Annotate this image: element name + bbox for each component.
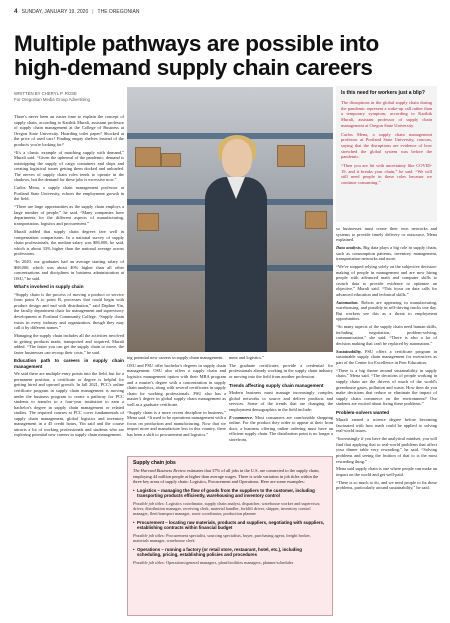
job-area-list bbox=[133, 488, 327, 565]
job-titles bbox=[133, 533, 327, 544]
body-paragraph: ment and logistics.” bbox=[229, 355, 264, 360]
body-paragraph: There's never been an easier time to explain the concept of supply chain, according to Karthik Murali, assistant professor of supply chain management at the College of Business at Oregon State University. Hoarding toilet paper? Shocked at the price of used cars? Finding empty shelves instead of the products you're looking for? bbox=[14, 114, 124, 147]
paragraph-lead-in: Sustainability. bbox=[336, 348, 362, 354]
sidebar-blip bbox=[336, 86, 437, 222]
body-paragraph: “Supply chain is a more recent discipline in business,” Mena said. “It used to be operations management with a focus on production and manufacturing. Now that we import more and manufacture less in this country, there has been a shift to procurement and logistics.” bbox=[127, 409, 226, 437]
body-paragraph bbox=[336, 300, 437, 322]
masthead-paper: THE OREGONIAN bbox=[97, 8, 140, 15]
body-paragraph: “There are large opportunities as the supply chain employs a large number of people,” he said. “Many companies have departments for the different aspects of manufacturing, transportation, logistics and procurement.” bbox=[14, 204, 124, 227]
cargo-box bbox=[305, 211, 327, 229]
cargo-box bbox=[277, 145, 305, 167]
job-titles-label: Possible job titles: bbox=[133, 500, 165, 506]
box-intro-source: The Harvard Business Review bbox=[133, 468, 186, 473]
paragraph-lead-in: Automation. bbox=[336, 299, 359, 305]
job-area-heading: Logistics – managing the flow of goods from the suppliers to the customer, including transporting products efficiently, warehousing and inventory control bbox=[137, 487, 315, 498]
body-paragraph: “Increasingly if you have the analytical mindset, you will find that applying that to real-world problems that affect your dinner table very rewarding,” he said. “Solving problems and seeing the fruition of that to is the most rewarding thing.” bbox=[336, 436, 437, 464]
body-paragraph: ing potential new careers in supply chain management. bbox=[127, 355, 224, 360]
paragraph-text: PSU offers a certificate program in sustainable supply chain management for executives as part of the Center for Excellence in Peer Education. bbox=[336, 348, 437, 365]
section-subhead: Education path to careers in supply chain management bbox=[14, 358, 124, 369]
cargo-box bbox=[161, 153, 181, 167]
body-paragraph: “There is so much to do, and we need people to fix these problems, particularly around sustainability,” he said. bbox=[336, 479, 437, 491]
job-area-item bbox=[133, 547, 327, 558]
job-area-heading: Procurement – locating raw materials, products and suppliers, negotiating with suppliers, establishing contracts within financial budget bbox=[137, 519, 325, 531]
body-paragraph: “In 2020, our graduates had an average starting salary of $68,000, which was about 40% higher than all other concentrations and disciplines in business administration at OSU,” he said. bbox=[14, 259, 124, 281]
box-intro-text: estimates that 37% of all jobs in the U.S. are connected to the supply chain, employing 44 million people at higher than average wages. There is wide variation in job titles within the three key areas of supply chain: Logistics, Procurement and Operations. Here are some examples: bbox=[133, 468, 320, 484]
paragraph-text: Robots are appearing in manufacturing, warehousing, and possibly in self-driving trucks one day. But workers see this as a threat to employment opportunities. bbox=[336, 299, 437, 322]
body-paragraph: Managing the supply chain includes all the activities involved in getting products made, transported and acquired, Murali added. “The faster you can get the supply chain to move, the faster businesses can recoup their costs,” he said. bbox=[14, 333, 124, 355]
box-intro bbox=[133, 468, 327, 485]
body-paragraph: We said there are multiple entry points into the field, but for a permanent position, a certificate or degree is helpful for getting hired and upward growth. In fall 2021, PCC's online certificate program in supply chain management is moving under the business program to create a pathway for PCC students to transfer to a four-year institution to earn a bachelor's degree in supply chain management or related studies. The required courses at PCC cover fundamentals of supply chain management, global logistics and inventory management in a 45 credit hours, Yin said and the course attracts a lot of working professionals and students who are exploring potential new careers in supply chain management. bbox=[14, 371, 124, 438]
section-subhead: Problem-solvers wanted bbox=[336, 409, 390, 415]
job-titles-label: Possible job titles: bbox=[133, 559, 165, 565]
sidebar-paragraph: Carlos Mena, a supply chain management professor at Portland State University, concurs, saying that the disruptions are evidence of how stretched the global system was before the pandemic. bbox=[341, 131, 432, 160]
job-titles-text: Operations/general managers, plant/facilities managers, planner/scheduler bbox=[165, 559, 294, 565]
section-subhead: Trends affecting supply chain management bbox=[229, 382, 324, 388]
byline bbox=[14, 91, 144, 102]
paragraph-lead-in: E-commerce. bbox=[229, 414, 254, 420]
cargo-box bbox=[137, 213, 159, 231]
masthead-separator: | bbox=[92, 8, 94, 15]
job-area-item bbox=[133, 520, 327, 531]
body-paragraph: Murali earned a science degree before becoming fascinated with how math could be applied to solving real-world issues. bbox=[336, 417, 437, 434]
body-paragraph: “It's a classic example of matching supply with demand,” Murali said. “Given the upheaval of the pandemic, demand is outstripping the supply of cargo containers and ships and creating logistical issues getting them docked and unloaded. The nerves of supply chain roles tends to operate in the shadows, but the demand for these jobs is excessive now.” bbox=[14, 149, 124, 183]
body-paragraph: Carlos Mena, a supply chain management professor at Portland State University, echoes the employment growth in the field. bbox=[14, 185, 124, 202]
job-titles bbox=[133, 501, 327, 517]
job-area-heading: Operations – running a factory (or retail store, restaurant, hotel, etc.), including scheduling, pricing, establishing policies and procedures bbox=[137, 546, 302, 558]
sidebar-paragraph: “Then you are hit with uncertainty like COVID-19, and it breaks your chain,” he said. “We will still need people in these roles because we continue consuming.” bbox=[341, 163, 432, 186]
box-title: Supply chain jobs bbox=[133, 460, 176, 466]
supply-chain-jobs-box bbox=[127, 456, 333, 616]
paragraph-lead-in: Data analysis. bbox=[336, 245, 362, 251]
column-2 bbox=[127, 355, 226, 453]
masthead-date: SUNDAY, JANUARY 19, 2020 bbox=[21, 8, 89, 15]
byline-source: For Oregonian Media Group Advertising bbox=[14, 96, 90, 102]
body-paragraph: Mena said supply chain is one where people can make an impact on the world and get well-paid. bbox=[336, 466, 437, 477]
sidebar-title: Is this need for workers just a blip? bbox=[341, 90, 425, 96]
worker-figure bbox=[205, 139, 267, 352]
column-4 bbox=[336, 226, 437, 618]
body-paragraph: “We've stopped relying solely on the subjective decision-making of people in management and are now hiring people with advanced math and computer skills to crunch data to provide evidence to optimize an objective,” Murali said. “This focus on data calls for advanced education and technical skills.” bbox=[336, 264, 437, 297]
body-paragraph: Murali added that supply chain degrees fare well in compensation comparisons. In a national survey of supply chain professionals, the median salary was $86,000, he said, which is about 33% higher than the national average across professions. bbox=[14, 228, 124, 257]
job-titles-text: Procurement specialist, sourcing specialists, buyer, purchasing agent, freight broker, materials manager, warehouse clerk bbox=[133, 532, 311, 544]
job-titles-text: Logistics coordinator, supply chain analyst, dispatcher, warehouse worker and supervisor, driver, distribution manager, receiving clerk, material handler, forklift driver, shipper, inventory control manager, fleet/transport manager, route coordinator, production planner bbox=[133, 500, 321, 517]
job-titles bbox=[133, 560, 327, 565]
column-1 bbox=[14, 114, 124, 614]
section-subhead: What's involved in supply chain bbox=[14, 284, 84, 290]
headline: Multiple pathways are possible into high-demand supply chain careers bbox=[14, 31, 379, 80]
paragraph-text: Most consumers are comfortable shopping online. For the product they order to appear at their front door, a business offering online ordering must have an efficient supply chain. The distribution point is no longer a storefront, bbox=[229, 414, 333, 442]
job-titles-label: Possible job titles: bbox=[133, 532, 165, 538]
body-paragraph: “There is a big theme around sustainability in supply chain,” Mena said. “The decisions of people working in supply chain are the drivers of much of the world's greenhouse gases, pollution and waste. How then do you make decisions that reduce or eliminate the impact of supply chain commerce on the environment? Our students are excited about fixing these problems.” bbox=[336, 367, 437, 407]
body-paragraph: “Supply chain is the process of moving a product or service from point A to point B, processes that could begin with product design and end with distribution,” said Daphne Yin, the faculty department chair for management and supervisory development at Portland Community College. “Supply chain exists in every industry and organization, though they may call it by different names.” bbox=[14, 291, 124, 331]
column-3 bbox=[229, 355, 333, 453]
cargo-box bbox=[135, 147, 161, 167]
body-paragraph: OSU and PSU offer bachelor's degrees in supply chain management. OSU also offers a supply chain and logistics management option with their MBA program and a master's degree with a concentration in supply chain analytics, along with several certificates in supply chain for working professionals. PSU also has a master's degree in global supply chain management as well as a graduate certificate. bbox=[127, 362, 226, 407]
job-area-item bbox=[133, 488, 327, 499]
body-paragraph bbox=[229, 415, 333, 443]
byline-author: WRITTEN BY CHERYL P. ROSE bbox=[14, 91, 77, 96]
worker-vest bbox=[205, 177, 267, 352]
paragraph-text: Big data plays a big role in supply chain, such as consumption patterns, inventory management, transportation networks and more. bbox=[336, 245, 437, 262]
worker-head bbox=[222, 139, 252, 177]
body-paragraph bbox=[336, 245, 437, 262]
body-paragraph: “So many aspects of the supply chain need human skills, including negotiation, problem-solving, communication,” she said. “There is also a lot of decision making that can't be replaced by automation.” bbox=[336, 324, 437, 346]
body-paragraph bbox=[336, 349, 437, 366]
body-paragraph: Modern business must manage increasingly complex global networks to source and deliver products and services. Some of the trends that are changing the employment demographics in the field include: bbox=[229, 390, 333, 412]
body-paragraph: so businesses must create their own networks and systems to provide timely delivery or outsource, Mena explained. bbox=[336, 226, 437, 243]
page-number: 4 bbox=[14, 8, 18, 15]
masthead bbox=[14, 6, 436, 17]
sidebar-paragraph: The disruptions in the global supply chain during the pandemic represent a wake-up call rather than a temporary symptom, according to Karthik Murali, assistant professor of supply chain management at Oregon State University. bbox=[341, 100, 432, 128]
worker-photo bbox=[127, 87, 333, 352]
body-paragraph: The graduate certificates provide a credential for professionals already working in the supply chain industry or moving into the field from another profession. bbox=[229, 362, 333, 380]
